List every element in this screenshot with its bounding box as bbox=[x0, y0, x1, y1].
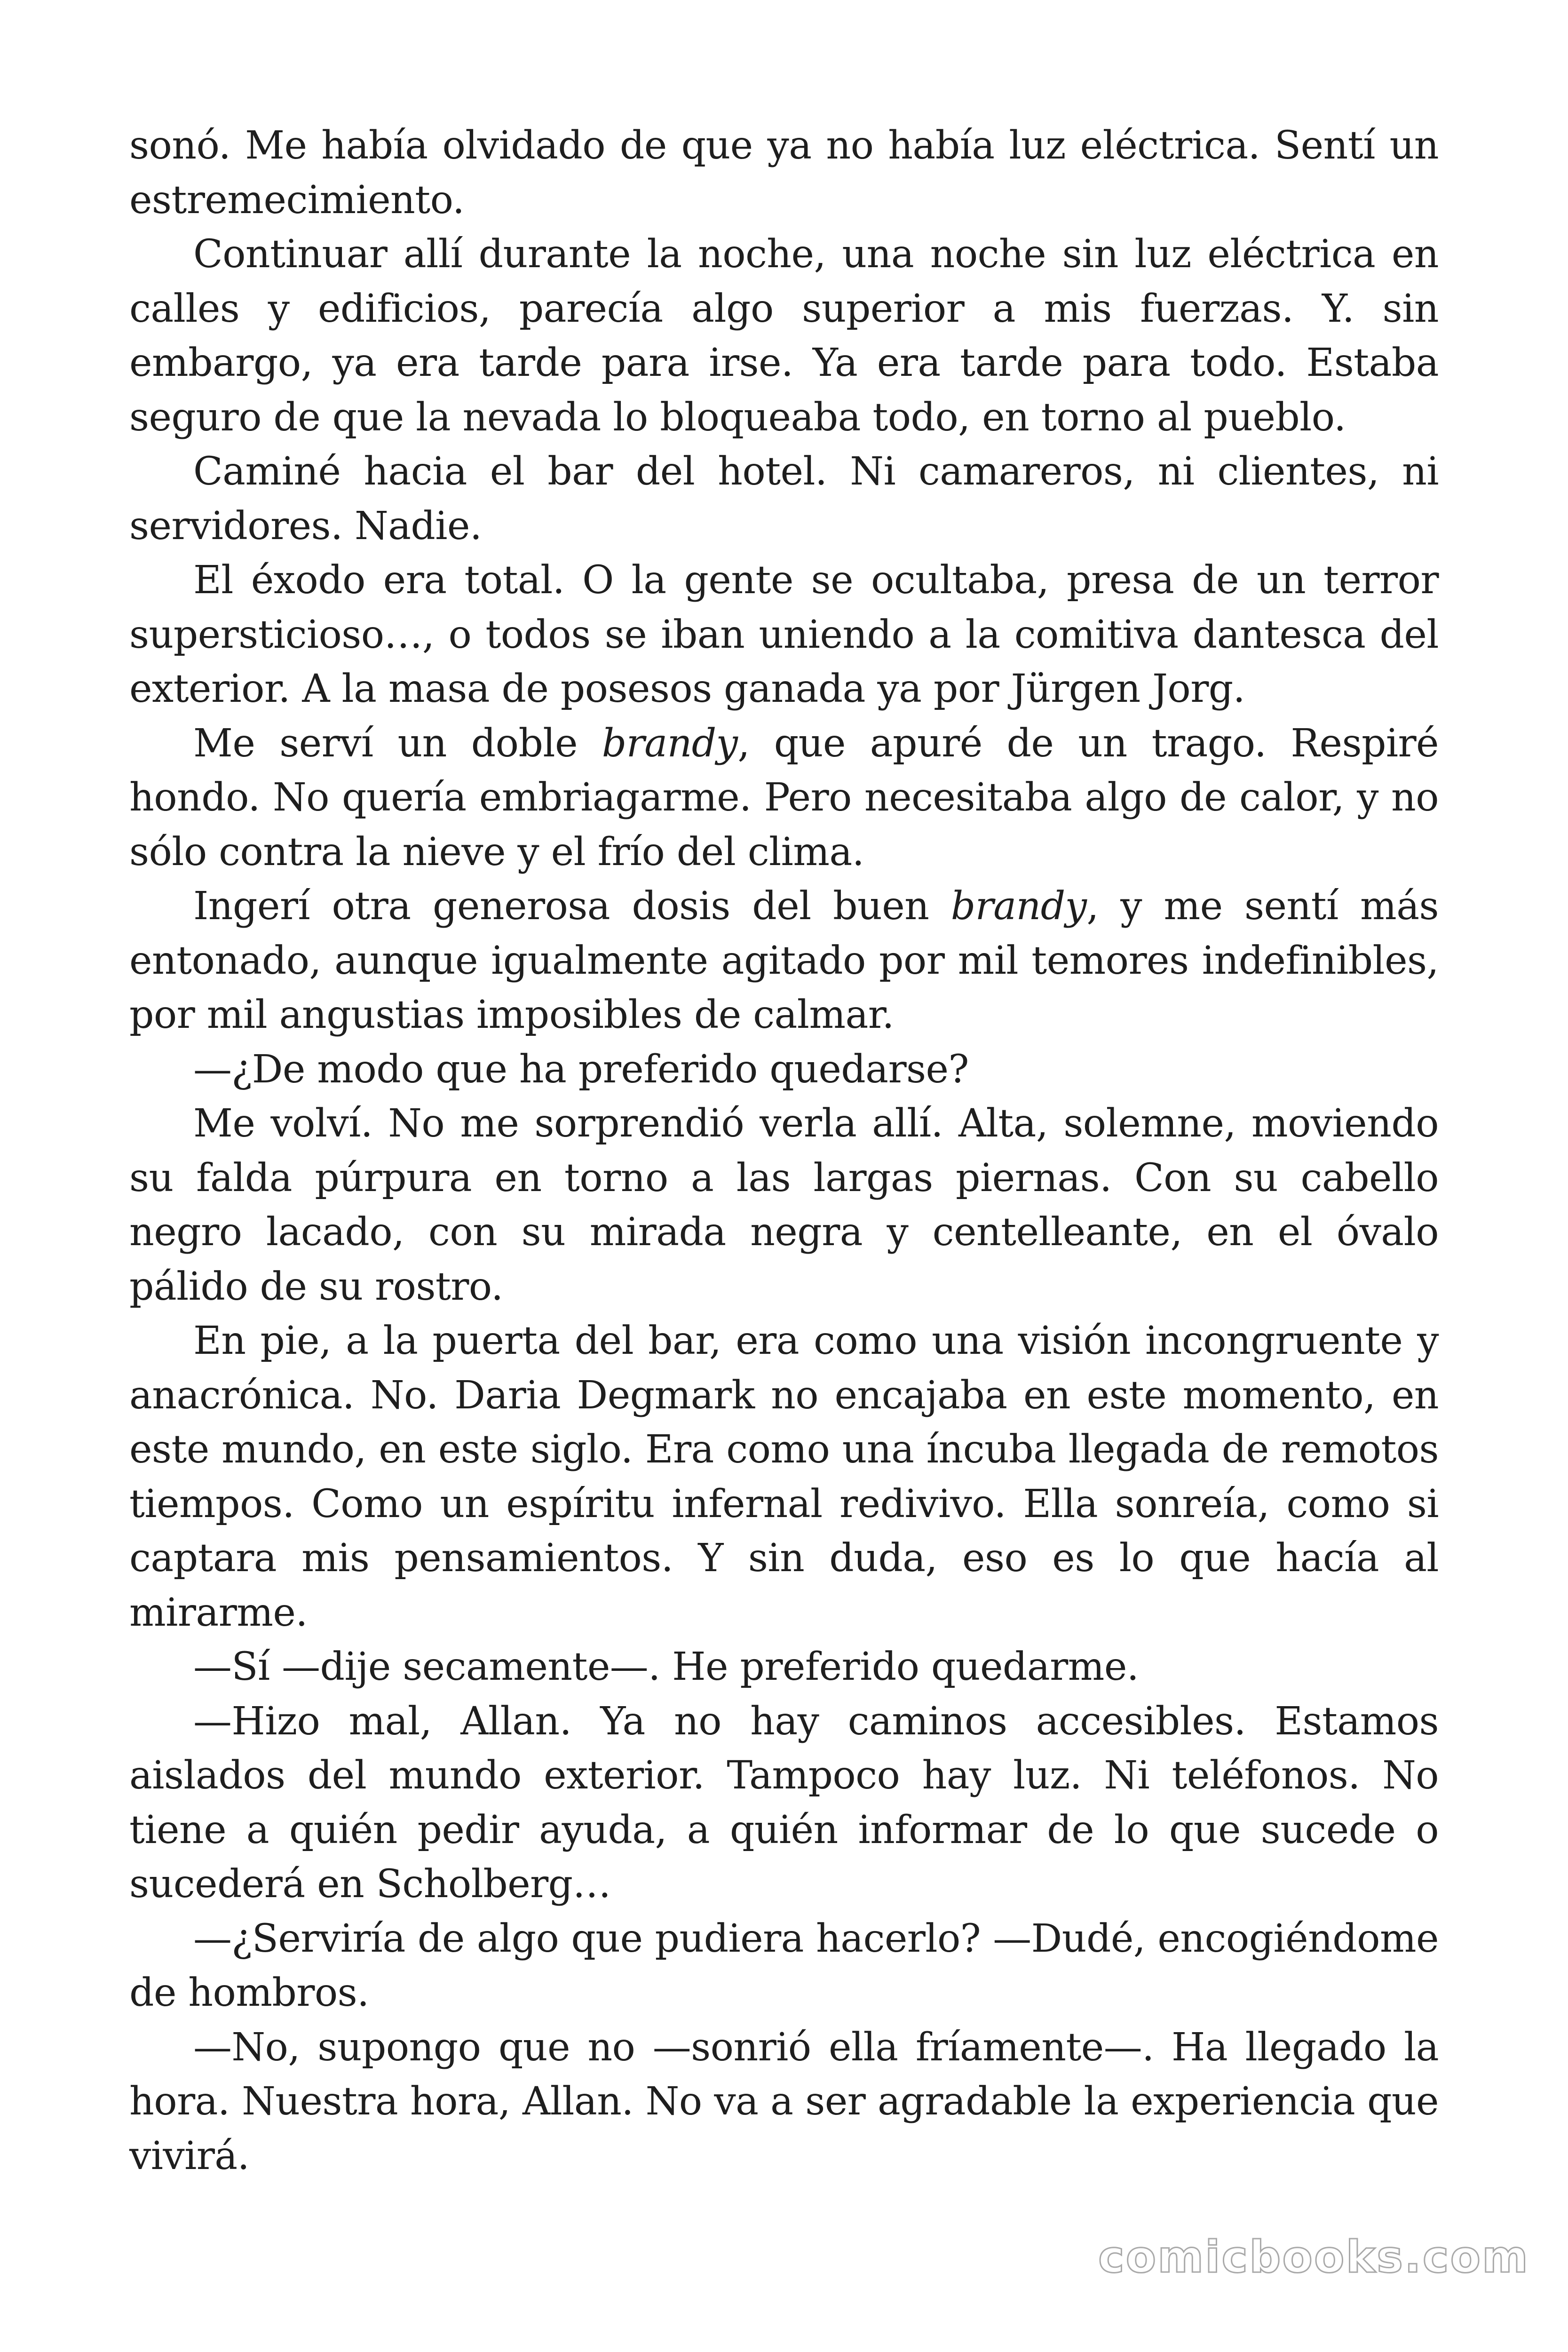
italic-text-run: brandy bbox=[602, 721, 738, 766]
text-run: —No, supongo que no —sonrió ella fríamente—. Ha llegado la hora. Nuestra hora, Allan. No va a ser agradable la experiencia que vivirá. bbox=[129, 2025, 1439, 2178]
text-run: Ingerí otra generosa dosis del buen bbox=[193, 884, 951, 929]
text-run: —Sí —dije secamente—. He preferido quedarme. bbox=[193, 1645, 1139, 1689]
paragraph bbox=[129, 1694, 1439, 1912]
watermark-logo: comicbooks.com bbox=[1098, 2232, 1529, 2283]
text-run: —¿Serviría de algo que pudiera hacerlo? —Dudé, encogiéndome de hombros. bbox=[129, 1916, 1439, 2015]
paragraph bbox=[129, 1097, 1439, 1314]
paragraph bbox=[129, 1314, 1439, 1640]
text-run: Me serví un doble bbox=[193, 721, 602, 766]
paragraph bbox=[129, 1042, 1439, 1097]
text-run: —¿De modo que ha preferido quedarse? bbox=[193, 1047, 969, 1092]
paragraph bbox=[129, 119, 1439, 227]
paragraph bbox=[129, 445, 1439, 553]
paragraph bbox=[129, 1912, 1439, 2020]
text-run: , que apuré de un trago. Respiré hondo. No quería embriagarme. Pero necesitaba algo de calor, y no sólo contra la nieve y el frío del clima. bbox=[129, 721, 1439, 874]
paragraph bbox=[129, 716, 1439, 880]
paragraph bbox=[129, 553, 1439, 716]
text-run: Caminé hacia el bar del hotel. Ni camareros, ni clientes, ni servidores. Nadie. bbox=[129, 449, 1439, 548]
paragraph bbox=[129, 2020, 1439, 2184]
paragraph bbox=[129, 1640, 1439, 1694]
body-text bbox=[129, 119, 1439, 2183]
text-run: , y me sentí más entonado, aunque igualmente agitado por mil temores indefinibles, por mil angustias imposibles de calmar. bbox=[129, 884, 1439, 1037]
text-run: sonó. Me había olvidado de que ya no había luz eléctrica. Sentí un estremecimiento. bbox=[129, 123, 1439, 222]
paragraph bbox=[129, 879, 1439, 1042]
paragraph bbox=[129, 227, 1439, 445]
text-run: Continuar allí durante la noche, una noche sin luz eléctrica en calles y edificios, parecía algo superior a mis fuerzas. Y. sin embargo, ya era tarde para irse. Ya era tarde para todo. Estaba seguro de que la nevada lo bloqueaba todo, en torno al pueblo. bbox=[129, 232, 1439, 440]
text-run: El éxodo era total. O la gente se ocultaba, presa de un terror supersticioso…, o todos se iban uniendo a la comitiva dantesca del exterior. A la masa de posesos ganada ya por Jürgen Jorg. bbox=[129, 558, 1439, 711]
text-run: En pie, a la puerta del bar, era como una visión incongruente y anacrónica. No. Daria Degmark no encajaba en este momento, en este mundo, en este siglo. Era como una íncuba llegada de remotos tiempos. Como un espíritu infernal redivivo. Ella sonreía, como si captara mis pensamientos. Y sin duda, eso es lo que hacía al mirarme. bbox=[129, 1319, 1439, 1635]
italic-text-run: brandy bbox=[950, 884, 1087, 929]
text-run: —Hizo mal, Allan. Ya no hay caminos accesibles. Estamos aislados del mundo exterior. Tampoco hay luz. Ni teléfonos. No tiene a quién pedir ayuda, a quién informar de lo que sucede o sucederá en Scholberg… bbox=[129, 1699, 1439, 1907]
text-run: Me volví. No me sorprendió verla allí. Alta, solemne, moviendo su falda púrpura en torno a las largas piernas. Con su cabello negro lacado, con su mirada negra y centelleante, en el óvalo pálido de su rostro. bbox=[129, 1101, 1439, 1309]
